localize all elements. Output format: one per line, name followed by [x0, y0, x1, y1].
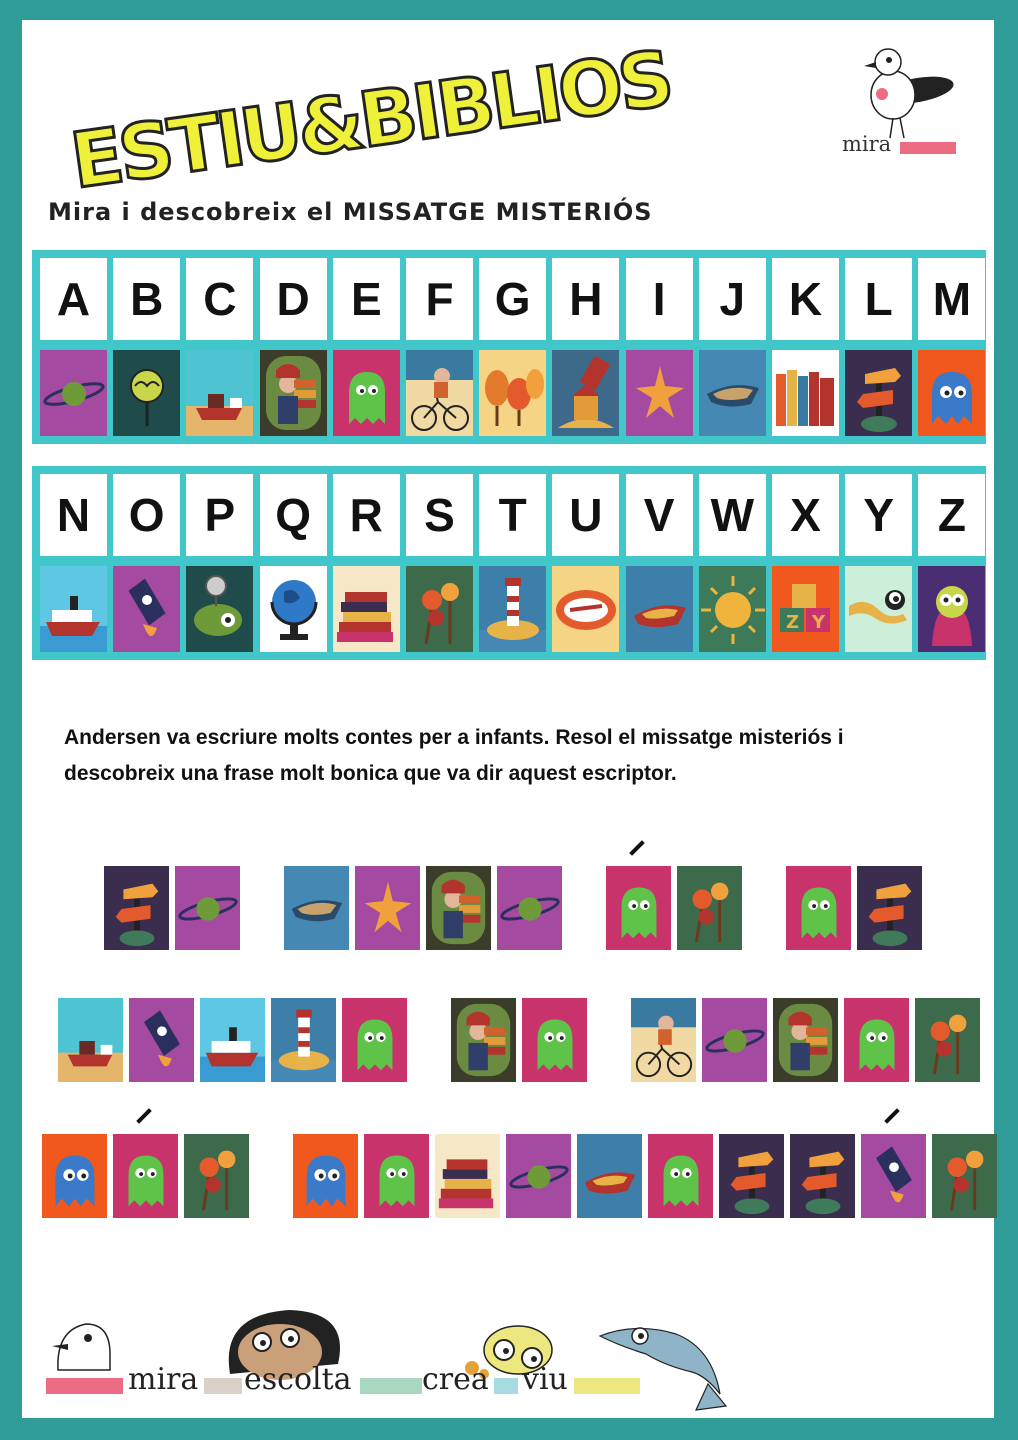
message-tile-rocket-icon	[129, 998, 194, 1082]
autumn-trees-icon	[479, 350, 546, 436]
message-tile-flowers-icon	[932, 1134, 997, 1218]
message-tile-signpost-icon	[790, 1134, 855, 1218]
svg-text:Z: Z	[786, 612, 800, 633]
footer-dolphin-icon	[596, 1314, 746, 1414]
letter-o: O	[113, 474, 180, 556]
flowers-icon	[406, 566, 473, 652]
message-tile-tugboat-icon	[58, 998, 123, 1082]
message-tile-flowers-icon	[677, 866, 742, 950]
letter-v: V	[626, 474, 693, 556]
svg-text:Y: Y	[812, 612, 826, 633]
footer-grey-bar	[204, 1378, 242, 1394]
letter-a: A	[40, 258, 107, 340]
message-tile-saturn-planet-icon	[497, 866, 562, 950]
lighthouse-cannon-icon	[552, 350, 619, 436]
owl-alien-icon	[918, 566, 985, 652]
message-tile-book-stack-icon	[435, 1134, 500, 1218]
message-tile-green-ghost-icon	[113, 1134, 178, 1218]
message-tile-blue-ghost-icon	[293, 1134, 358, 1218]
message-tile-bicycle-boy-icon	[631, 998, 696, 1082]
message-tile-green-ghost-icon	[364, 1134, 429, 1218]
rowboat-icon	[699, 350, 766, 436]
saturn-planet-icon	[40, 350, 107, 436]
message-tile-green-ghost-icon	[522, 998, 587, 1082]
letter-q: Q	[260, 474, 327, 556]
letter-p: P	[186, 474, 253, 556]
message-tile-rocket-icon	[861, 1134, 926, 1218]
mira-brand	[842, 132, 962, 162]
letter-z: Z	[918, 474, 985, 556]
message-tile-red-boat-icon	[577, 1134, 642, 1218]
message-tile-green-ghost-icon	[606, 866, 671, 950]
message-tile-boy-with-books-icon	[451, 998, 516, 1082]
footer-blue-bar	[494, 1378, 518, 1394]
pool-icon	[552, 566, 619, 652]
letter-y: Y	[845, 474, 912, 556]
message-tile-saturn-planet-icon	[175, 866, 240, 950]
page-subtitle: Mira i descobreix el MISSATGE MISTERIÓS	[48, 198, 653, 226]
footer-green-bar	[360, 1378, 422, 1394]
letter-t: T	[479, 474, 546, 556]
book-stack-icon	[333, 566, 400, 652]
letter-m: M	[918, 258, 985, 340]
message-tile-saturn-planet-icon	[702, 998, 767, 1082]
accent-mark	[136, 1108, 152, 1124]
message-tile-steamboat-icon	[200, 998, 265, 1082]
mira-pink-bar	[900, 142, 956, 154]
letter-i: I	[626, 258, 693, 340]
message-tile-blue-ghost-icon	[42, 1134, 107, 1218]
sun-icon	[699, 566, 766, 652]
letter-b: B	[113, 258, 180, 340]
instructions-line-1: Andersen va escriure molts contes per a infants. Resol el missatge misteriós i	[64, 726, 844, 749]
letter-e: E	[333, 258, 400, 340]
lighthouse-island-icon	[479, 566, 546, 652]
letter-f: F	[406, 258, 473, 340]
letter-d: D	[260, 258, 327, 340]
letter-u: U	[552, 474, 619, 556]
instructions-line-2: descobreix una frase molt bonica que va dir aquest escriptor.	[64, 762, 677, 785]
boy-with-books-icon	[260, 350, 327, 436]
letter-g: G	[479, 258, 546, 340]
footer-word-crea: crea	[422, 1362, 489, 1397]
letter-w: W	[699, 474, 766, 556]
mira-word: mira	[842, 132, 892, 156]
rocket-icon	[113, 566, 180, 652]
diver-fish-icon	[186, 566, 253, 652]
message-tile-lighthouse-island-icon	[271, 998, 336, 1082]
instructions-text	[64, 720, 944, 792]
footer-word-escolta: escolta	[244, 1362, 352, 1397]
message-tile-boy-with-books-icon	[426, 866, 491, 950]
letter-blocks-icon	[772, 566, 839, 652]
worksheet-page	[22, 20, 994, 1418]
bookshelf-icon	[772, 350, 839, 436]
logo-text: ESTIU&BIBLIOS	[65, 33, 675, 206]
logo-graphic	[54, 30, 675, 206]
steamboat-icon	[40, 566, 107, 652]
letter-k: K	[772, 258, 839, 340]
letter-r: R	[333, 474, 400, 556]
message-tile-green-ghost-icon	[844, 998, 909, 1082]
globe-icon	[260, 566, 327, 652]
bicycle-boy-icon	[406, 350, 473, 436]
message-tile-green-ghost-icon	[648, 1134, 713, 1218]
message-tile-saturn-planet-icon	[506, 1134, 571, 1218]
message-tile-starfish-icon	[355, 866, 420, 950]
estiu-biblios-logo	[54, 30, 675, 206]
lantern-icon	[113, 350, 180, 436]
message-tile-rowboat-icon	[284, 866, 349, 950]
signpost-icon	[845, 350, 912, 436]
footer-pink-bar	[46, 1378, 123, 1394]
message-tile-green-ghost-icon	[786, 866, 851, 950]
blue-ghost-icon	[918, 350, 985, 436]
message-tile-green-ghost-icon	[342, 998, 407, 1082]
mermaid-icon	[845, 566, 912, 652]
accent-mark	[884, 1108, 900, 1124]
letter-j: J	[699, 258, 766, 340]
message-tile-signpost-icon	[857, 866, 922, 950]
message-tile-flowers-icon	[184, 1134, 249, 1218]
alphabet-strip-n-z	[32, 466, 986, 660]
message-tile-signpost-icon	[719, 1134, 784, 1218]
footer-word-viu: viu	[522, 1362, 568, 1397]
green-ghost-icon	[333, 350, 400, 436]
message-tile-flowers-icon	[915, 998, 980, 1082]
message-tile-boy-with-books-icon	[773, 998, 838, 1082]
letter-n: N	[40, 474, 107, 556]
accent-mark	[629, 840, 645, 856]
letter-s: S	[406, 474, 473, 556]
message-tile-signpost-icon	[104, 866, 169, 950]
footer-word-mira: mira	[128, 1362, 199, 1397]
letter-x: X	[772, 474, 839, 556]
footer-bird-icon	[48, 1310, 118, 1380]
letter-h: H	[552, 258, 619, 340]
alphabet-strip-a-m	[32, 250, 986, 444]
tugboat-icon	[186, 350, 253, 436]
letter-l: L	[845, 258, 912, 340]
starfish-icon	[626, 350, 693, 436]
letter-c: C	[186, 258, 253, 340]
red-boat-icon	[626, 566, 693, 652]
